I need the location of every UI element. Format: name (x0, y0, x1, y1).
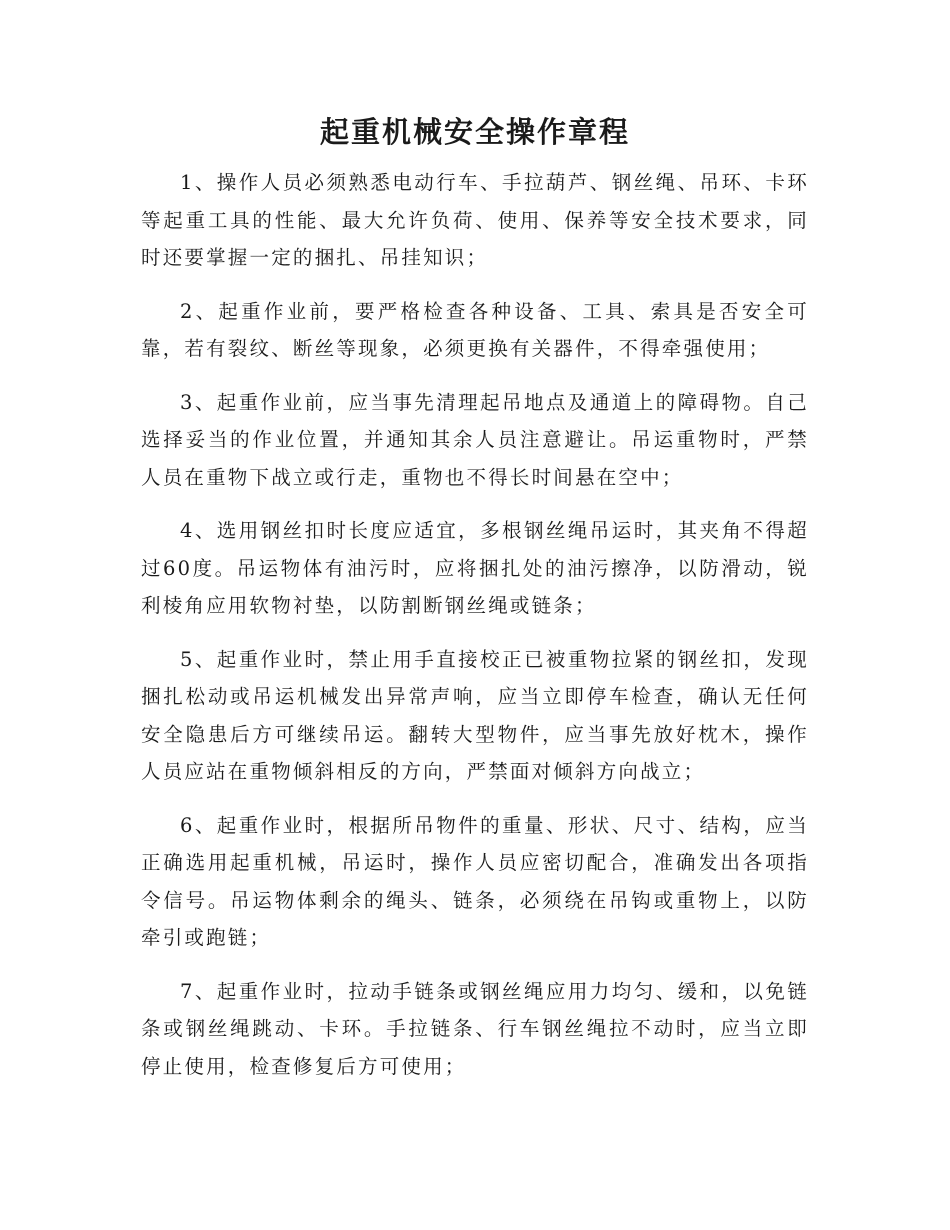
document-title: 起重机械安全操作章程 (319, 115, 630, 149)
paragraph-3: 3、起重作业前，应当事先清理起吊地点及通道上的障碍物。自己选择妥当的作业位置，并通知其余人员注意避让。吊运重物时，严禁人员在重物下战立或行走，重物也不得长时间悬在空中； (141, 390, 809, 489)
document-body (141, 164, 809, 1101)
paragraph-4: 4、选用钢丝扣时长度应适宜，多根钢丝绳吊运时，其夹角不得超过60度。吊运物体有油污时，应将捆扎处的油污擦净，以防滑动，锐利棱角应用软物衬垫，以防割断钢丝绳或链条； (141, 519, 809, 617)
paragraph-6: 6、起重作业时，根据所吊物件的重量、形状、尺寸、结构，应当正确选用起重机械，吊运时，操作人员应密切配合，准确发出各项指令信号。吊运物体剩余的绳头、链条，必须绕在吊钩或重物上，以防牵引或跑链； (141, 813, 809, 949)
paragraph-7: 7、起重作业时，拉动手链条或钢丝绳应用力均匀、缓和，以免链条或钢丝绳跳动、卡环。手拉链条、行车钢丝绳拉不动时，应当立即停止使用，检查修复后方可使用； (141, 979, 809, 1078)
paragraph-5: 5、起重作业时，禁止用手直接校正已被重物拉紧的钢丝扣，发现捆扎松动或吊运机械发出异常声响，应当立即停车检查，确认无任何安全隐患后方可继续吊运。翻转大型物件，应当事先放好枕木，操作人员应站在重物倾斜相反的方向，严禁面对倾斜方向战立； (141, 647, 809, 783)
paragraph-1: 1、操作人员必须熟悉电动行车、手拉葫芦、钢丝绳、吊环、卡环等起重工具的性能、最大允许负荷、使用、保养等安全技术要求，同时还要掌握一定的捆扎、吊挂知识； (141, 171, 809, 269)
paragraph-2: 2、起重作业前，要严格检查各种设备、工具、索具是否安全可靠，若有裂纹、断丝等现象，必须更换有关器件，不得牵强使用； (141, 299, 809, 360)
